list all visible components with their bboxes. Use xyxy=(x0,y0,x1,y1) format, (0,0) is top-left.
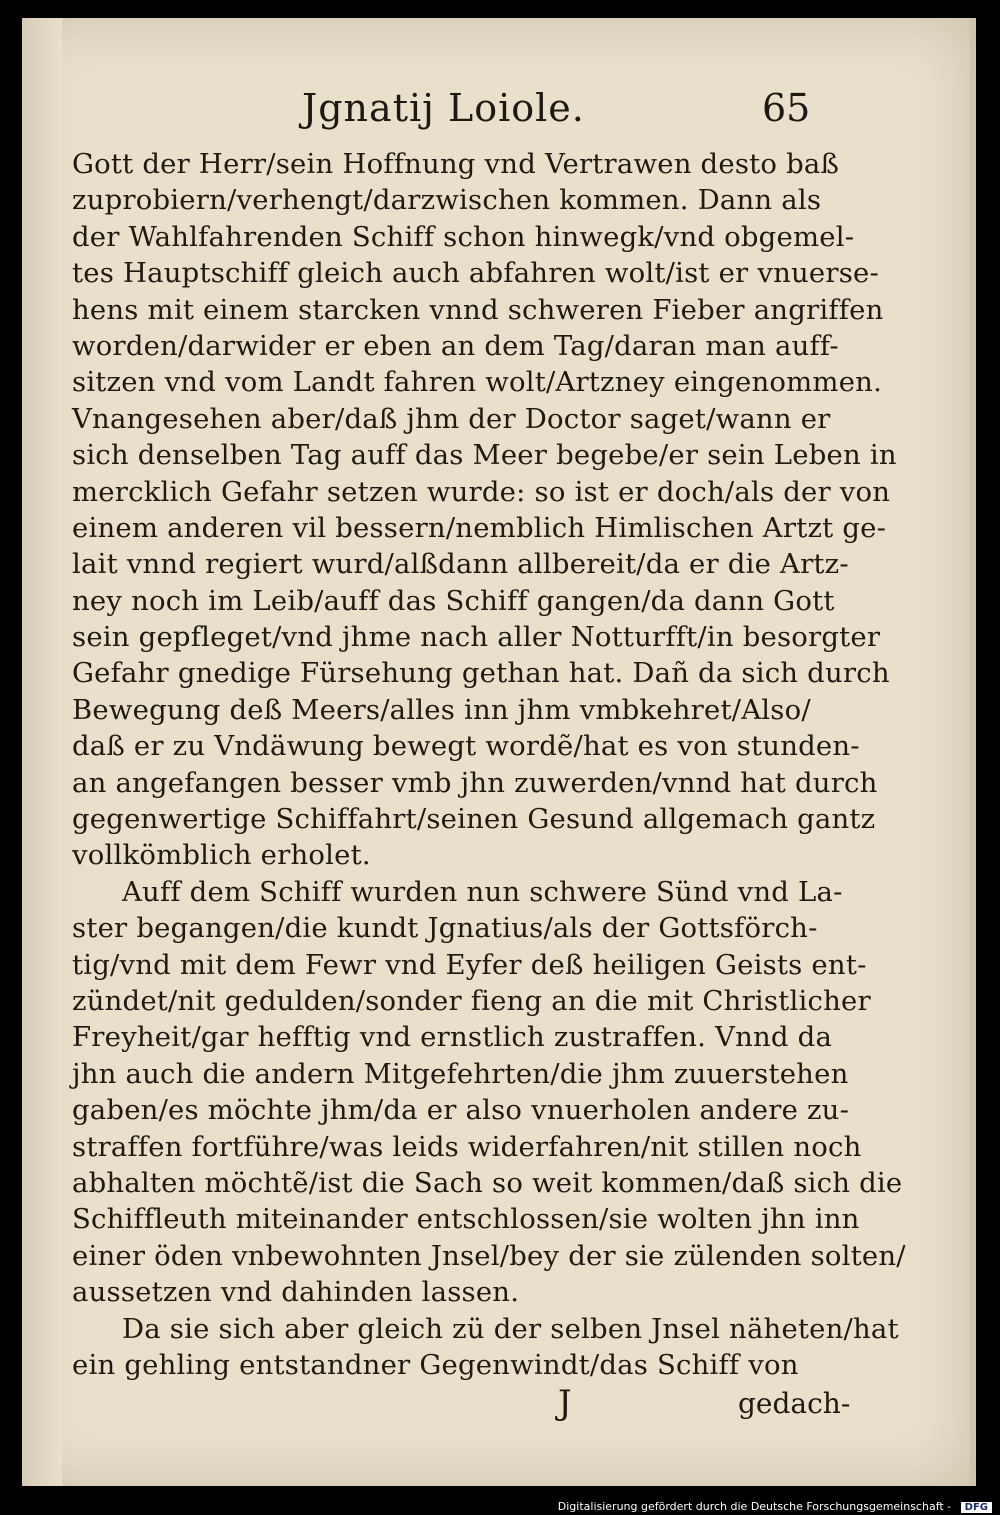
text-line: Auff dem Schiff wurden nun schwere Sünd vnd La- xyxy=(122,875,843,908)
text-line: sitzen vnd vom Landt fahren wolt/Artzney eingenommen. xyxy=(72,366,883,399)
text-line: daß er zu Vndäwung bewegt wordẽ/hat es von stunden- xyxy=(72,730,860,763)
text-line: vollkömblich erholet. xyxy=(72,839,371,872)
text-line: mercklich Gefahr setzen wurde: so ist er doch/als der von xyxy=(72,475,891,508)
text-line: sein gepfleget/vnd jhme nach aller Notturfft/in besorgter xyxy=(72,621,881,654)
text-line: ney noch im Leib/auff das Schiff gangen/da dann Gott xyxy=(72,584,835,617)
text-line: zündet/nit gedulden/sonder fieng an die mit Christlicher xyxy=(72,984,871,1017)
page-header xyxy=(22,86,970,142)
text-line: der Wahlfahrenden Schiff schon hinwegk/vnd obgemel- xyxy=(72,220,855,253)
signature-mark: J xyxy=(558,1383,572,1424)
text-body xyxy=(72,146,906,1427)
book-page xyxy=(22,18,976,1486)
text-line: gaben/es möchte jhm/da er also vnuerholen andere zu- xyxy=(72,1094,850,1127)
text-line: einem anderen vil bessern/nemblich Himlischen Artzt ge- xyxy=(72,511,887,544)
text-line: sich denselben Tag auff das Meer begebe/er sein Leben in xyxy=(72,439,897,472)
page-footer xyxy=(72,1383,872,1427)
text-line: worden/darwider er eben an dem Tag/daran man auff- xyxy=(72,329,839,362)
text-line: an angefangen besser vmb jhn zuwerden/vnnd hat durch xyxy=(72,766,878,799)
page-number: 65 xyxy=(762,86,811,130)
digitization-credit: Digitalisierung gefördert durch die Deutsche Forschungsgemeinschaft - xyxy=(557,1500,952,1513)
text-line: tes Hauptschiff gleich auch abfahren wolt/ist er vnuerse- xyxy=(72,257,880,290)
digitization-credit-bar xyxy=(0,1500,992,1513)
text-line: lait vnnd regiert wurd/alßdann allbereit/da er die Artz- xyxy=(72,548,849,581)
text-line: ein gehling entstandner Gegenwindt/das Schiff von xyxy=(72,1348,799,1381)
text-line: einer öden vnbewohnten Jnsel/bey der sie zülenden solten/ xyxy=(72,1239,906,1272)
running-title: Jgnatij Loiole. xyxy=(302,86,585,130)
page-gutter xyxy=(22,18,62,1486)
text-line: Schiffleuth miteinander entschlossen/sie wolten jhn inn xyxy=(72,1203,860,1236)
text-line: zuprobiern/verhengt/darzwischen kommen. Dann als xyxy=(72,184,822,217)
text-line: Da sie sich aber gleich zü der selben Jnsel näheten/hat xyxy=(122,1312,899,1345)
text-line: gegenwertige Schiffahrt/seinen Gesund allgemach gantz xyxy=(72,803,876,836)
text-line: Bewegung deß Meers/alles inn jhm vmbkehret/Also/ xyxy=(72,693,811,726)
text-line: Gott der Herr/sein Hoffnung vnd Vertrawen desto baß xyxy=(72,148,840,180)
text-line: ster begangen/die kundt Jgnatius/als der Gottsförch- xyxy=(72,912,818,945)
text-line: tig/vnd mit dem Fewr vnd Eyfer deß heiligen Geists ent- xyxy=(72,948,867,981)
text-line: straffen fortführe/was leids widerfahren/nit stillen noch xyxy=(72,1130,862,1163)
catchword: gedach- xyxy=(738,1387,851,1421)
text-line: Gefahr gnedige Fürsehung gethan hat. Dañ da sich durch xyxy=(72,657,890,690)
text-line: abhalten möchtẽ/ist die Sach so weit kommen/daß sich die xyxy=(72,1166,903,1199)
text-line: Freyheit/gar hefftig vnd ernstlich zustraffen. Vnnd da xyxy=(72,1021,833,1054)
text-line: Vnangesehen aber/daß jhm der Doctor saget/wann er xyxy=(72,402,831,435)
text-line: hens mit einem starcken vnnd schweren Fieber angriffen xyxy=(72,293,884,326)
text-line: jhn auch die andern Mitgefehrten/die jhm zuuerstehen xyxy=(72,1057,849,1090)
dfg-logo: DFG xyxy=(961,1502,992,1513)
text-line: aussetzen vnd dahinden lassen. xyxy=(72,1276,520,1309)
